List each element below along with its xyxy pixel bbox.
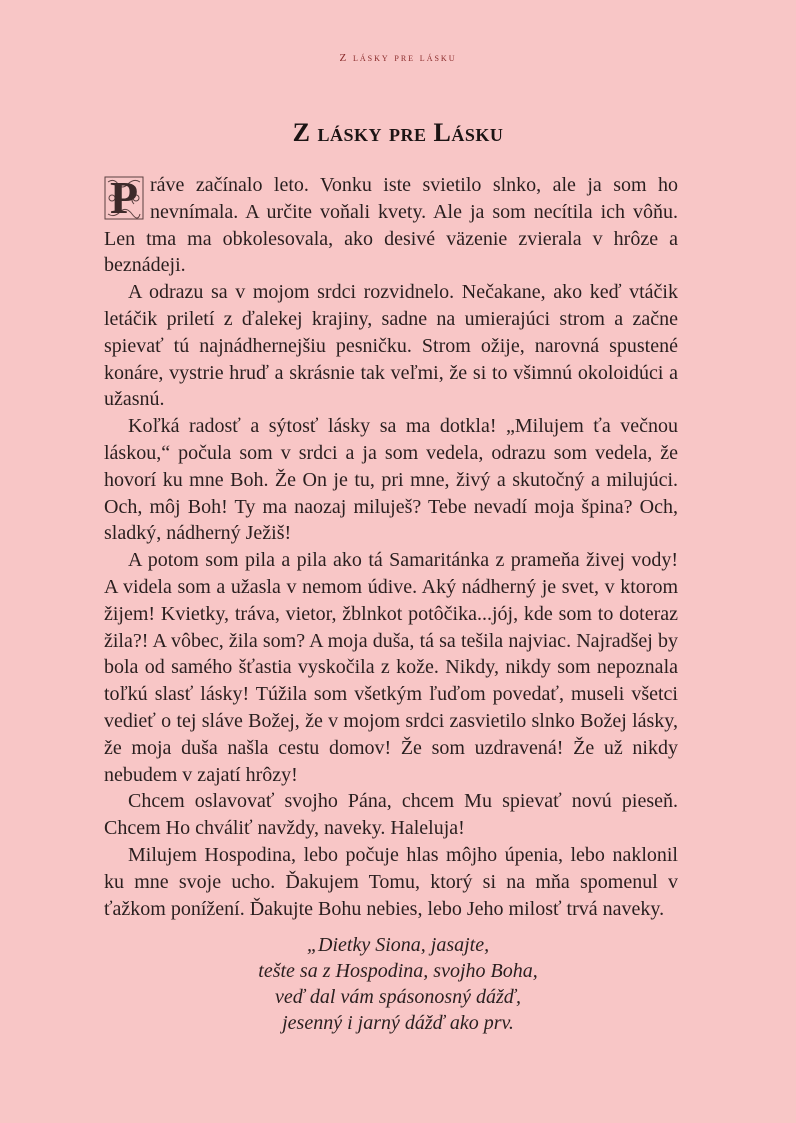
paragraph-4: A potom som pila a pila ako tá Samaritánka z prameňa živej vody! A videla som a užasla v nemom údive. Aký nádherný je svet, v ktorom žijem! Kvietky, tráva, vietor, žblnkot potôčika...jój, kde som to doteraz žila?! A vôbec, žila som? A moja duša, tá sa tešila najviac. Najradšej by bola od samého šťastia vyskočila z kože. Nikdy, nikdy som nepoznala toľkú slasť lásky! Túžila som všetkým ľuďom povedať, museli všetci vedieť o tej sláve Božej, že v mojom srdci zasvietilo slnko Božej lásky, že moja duša našla cestu domov! Že som uzdravená! Že už nikdy nebudem v zajatí hrôzy! (104, 549, 678, 786)
verse-line: tešte sa z Hospodina, svojho Boha, (258, 960, 538, 982)
closing-verse (0, 932, 796, 1036)
verse-line: veď dal vám spásonosný dážď, (275, 986, 521, 1008)
paragraph-3: Koľká radosť a sýtosť lásky sa ma dotkla! „Milujem ťa večnou láskou,“ počula som v srdci a ja som vedela, odrazu som vedela, že hovorí ku mne Boh. Že On je tu, pri mne, živý a skutočný a milujúci. Och, môj Boh! Ty ma naozaj miluješ? Tebe nevadí moja špina? Och, sladký, nádherný Ježiš! (104, 415, 678, 545)
paragraph-2: A odrazu sa v mojom srdci rozvidnelo. Nečakane, ako keď vtáčik letáčik priletí z ďalekej krajiny, sadne na umierajúci strom a začne spievať tú najnádhernejšiu pesničku. Strom ožije, narovná spustené konáre, vystrie hruď a skrásnie tak veľmi, že si to všimnú okoloidúci a užasnú. (104, 281, 678, 411)
paragraph-5: Chcem oslavovať svojho Pána, chcem Mu spievať novú pieseň. Chcem Ho chváliť navždy, naveky. Haleluja! (104, 790, 678, 840)
running-header: Z lásky pre lásku (339, 52, 457, 64)
verse-line: „Dietky Siona, jasajte, (306, 934, 490, 956)
ornamental-dropcap (104, 172, 144, 223)
page-title: Z lásky pre Lásku (292, 118, 504, 147)
verse-line: jesenný i jarný dážď ako prv. (282, 1012, 514, 1034)
paragraph-6: Milujem Hospodina, lebo počuje hlas môjho úpenia, lebo naklonil ku mne svoje ucho. Ďakujem Tomu, ktorý si na mňa spomenul v ťažkom ponížení. Ďakujte Bohu nebies, lebo Jeho milosť trvá naveky. (104, 843, 678, 920)
article-body (104, 172, 678, 922)
paragraph-text: ráve začínalo leto. Vonku iste svietilo slnko, ale ja som ho nevnímala. A určite voňali kvety. Ale ja som necítila ich vôňu. Len tma ma obkolesovala, ako desivé väzenie zvierala v hrôze a beznádeji. (104, 174, 678, 277)
paragraph-1 (104, 172, 678, 279)
dropcap-letter: P (109, 172, 139, 223)
